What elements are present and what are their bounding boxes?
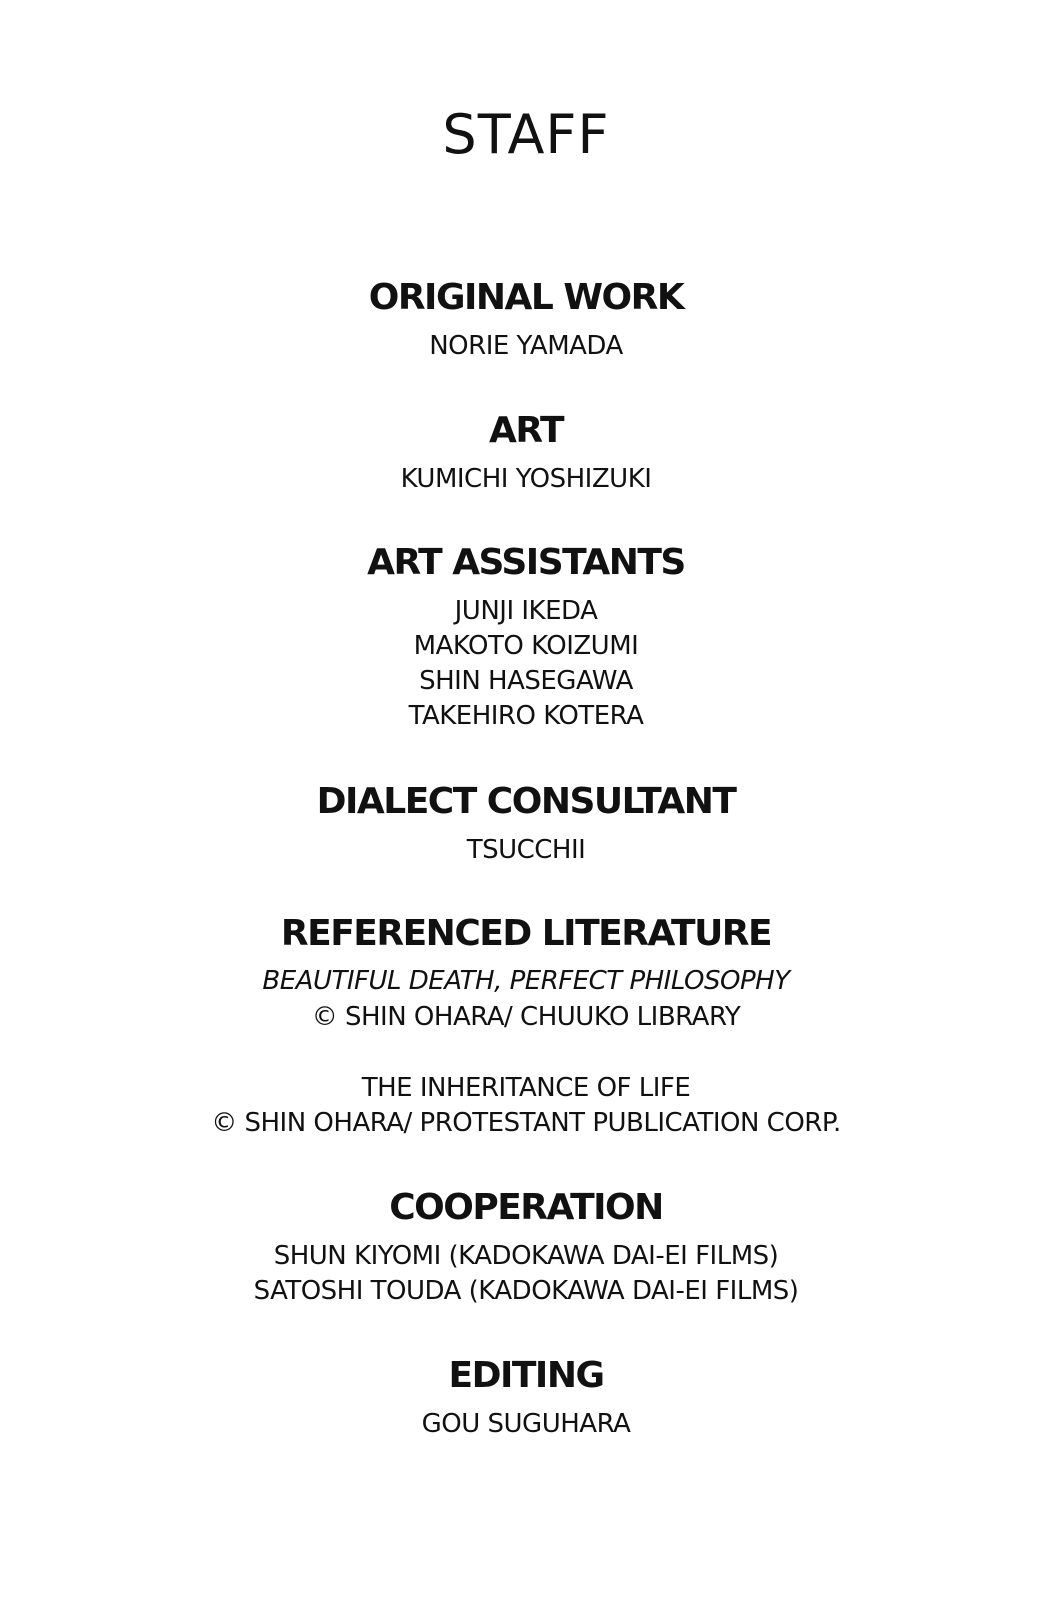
art-assistant-name: SHIN HASEGAWA bbox=[419, 666, 633, 696]
book-credit: © SHIN OHARA/ CHUUKO LIBRARY bbox=[311, 1002, 741, 1032]
dialect-consultant-heading: DIALECT CONSULTANT bbox=[316, 781, 736, 822]
cooperation-name: SATOSHI TOUDA (KADOKAWA DAI-EI FILMS) bbox=[253, 1276, 799, 1306]
cooperation-name: SHUN KIYOMI (KADOKAWA DAI-EI FILMS) bbox=[273, 1241, 779, 1271]
book-title: THE INHERITANCE OF LIFE bbox=[361, 1073, 691, 1103]
page-title: STAFF bbox=[442, 103, 610, 166]
art-assistant-name: JUNJI IKEDA bbox=[454, 596, 598, 626]
art-assistant-name: TAKEHIRO KOTERA bbox=[408, 701, 644, 731]
referenced-literature-heading: REFERENCED LITERATURE bbox=[280, 913, 772, 954]
original-work-heading: ORIGINAL WORK bbox=[368, 277, 684, 318]
book-credit: © SHIN OHARA/ PROTESTANT PUBLICATION CORP. bbox=[211, 1108, 841, 1138]
dialect-consultant-name: TSUCCHII bbox=[466, 835, 586, 865]
art-name: KUMICHI YOSHIZUKI bbox=[400, 464, 652, 494]
editing-name: GOU SUGUHARA bbox=[421, 1409, 631, 1439]
book-title: BEAUTIFUL DEATH, PERFECT PHILOSOPHY bbox=[262, 966, 790, 996]
editing-heading: EDITING bbox=[448, 1355, 604, 1396]
art-heading: ART bbox=[488, 410, 564, 451]
cooperation-heading: COOPERATION bbox=[389, 1187, 663, 1228]
art-assistants-heading: ART ASSISTANTS bbox=[367, 542, 685, 583]
art-assistant-name: MAKOTO KOIZUMI bbox=[413, 631, 639, 661]
original-work-name: NORIE YAMADA bbox=[429, 331, 623, 361]
